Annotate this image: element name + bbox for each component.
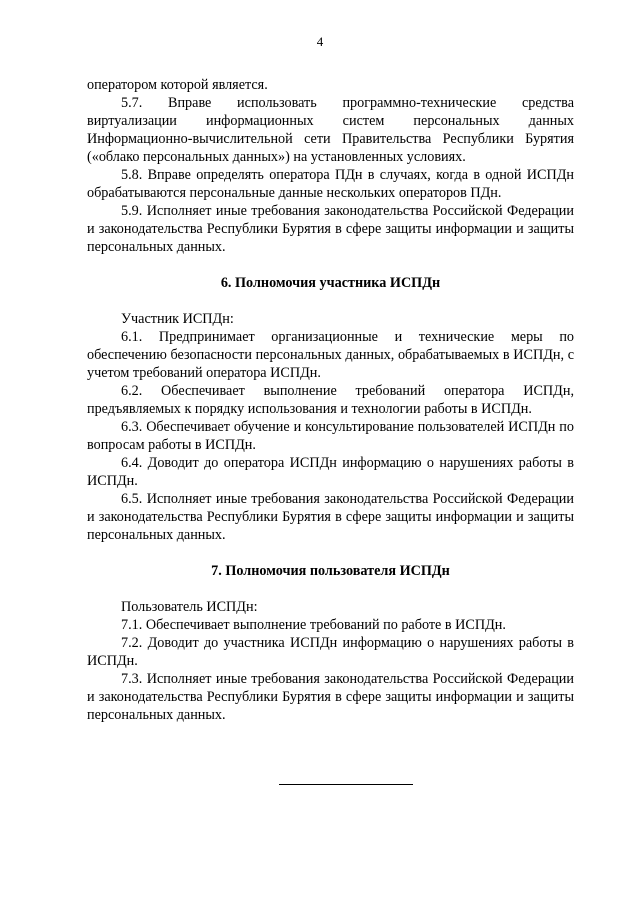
page-number: 4 — [316, 34, 324, 49]
paragraph-7-1: 7.1. Обеспечивает выполнение требований по работе в ИСПДн. — [121, 617, 506, 633]
paragraph-7-3: 7.3. Исполняет иные требования законодательства Российской Федерации и законодательства Республики Бурятия в сфере защиты информации и защиты персональных данных. — [87, 671, 574, 723]
document-body — [87, 76, 574, 724]
paragraph-participant-intro: Участник ИСПДн: — [121, 311, 234, 327]
paragraph-5-7: 5.7. Вправе использовать программно-технические средства виртуализации информационных систем персональных данных Информационно-вычислительной сети Правительства Республики Бурятия («облако персональных данных») на установленных условиях. — [87, 95, 574, 165]
section-heading-7: 7. Полномочия пользователя ИСПДн — [211, 563, 450, 579]
paragraph-continuation: оператором которой является. — [87, 77, 268, 93]
paragraph-5-8: 5.8. Вправе определять оператора ПДн в случаях, когда в одной ИСПДн обрабатываются персональные данные нескольких операторов ПДн. — [87, 167, 574, 201]
paragraph-6-5: 6.5. Исполняет иные требования законодательства Российской Федерации и законодательства Республики Бурятия в сфере защиты информации и защиты персональных данных. — [87, 491, 574, 543]
spacer — [87, 292, 574, 310]
paragraph-6-3: 6.3. Обеспечивает обучение и консультирование пользователей ИСПДн по вопросам работы в ИСПДн. — [87, 419, 574, 453]
paragraph-7-2: 7.2. Доводит до участника ИСПДн информацию о нарушениях работы в ИСПДн. — [87, 635, 574, 669]
paragraph-5-9: 5.9. Исполняет иные требования законодательства Российской Федерации и законодательства Республики Бурятия в сфере защиты информации и защиты персональных данных. — [87, 203, 574, 255]
end-of-document-rule — [279, 784, 413, 785]
spacer — [87, 580, 574, 598]
paragraph-6-4: 6.4. Доводит до оператора ИСПДн информацию о нарушениях работы в ИСПДн. — [87, 455, 574, 489]
spacer — [87, 256, 574, 274]
paragraph-6-1: 6.1. Предпринимает организационные и технические меры по обеспечению безопасности персональных данных, обрабатываемых в ИСПДн, с учетом требований оператора ИСПДн. — [87, 329, 574, 381]
paragraph-user-intro: Пользователь ИСПДн: — [121, 599, 258, 615]
spacer — [87, 544, 574, 562]
paragraph-6-2: 6.2. Обеспечивает выполнение требований оператора ИСПДн, предъявляемых к порядку использования и технологии работы в ИСПДн. — [87, 383, 574, 417]
section-heading-6: 6. Полномочия участника ИСПДн — [220, 275, 441, 291]
